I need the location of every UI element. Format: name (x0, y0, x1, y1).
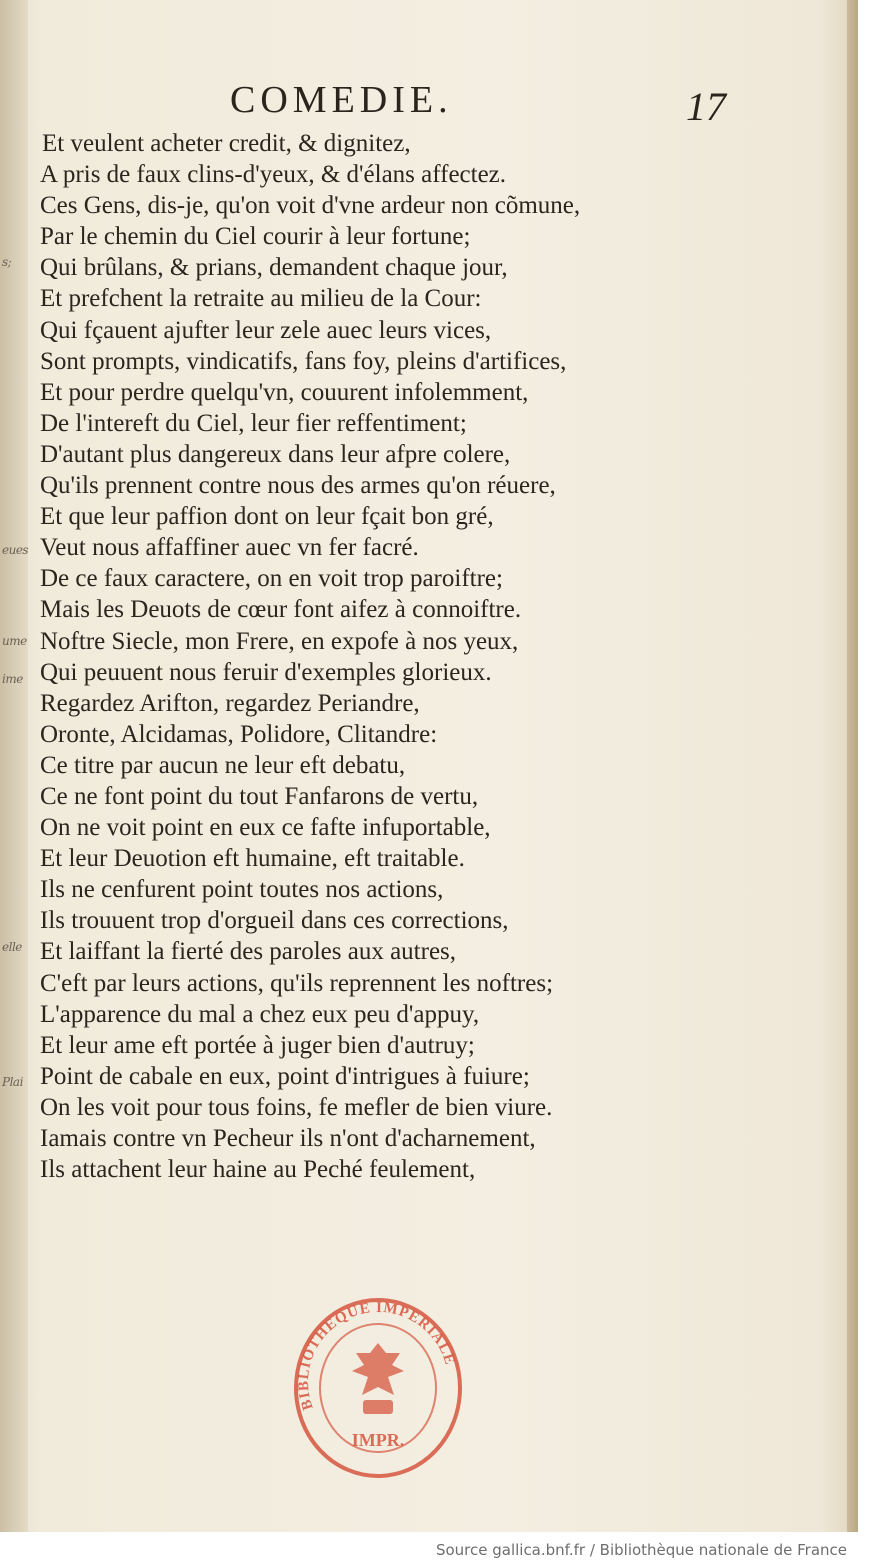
margin-fragment: ume (2, 634, 27, 648)
verse-line: Et prefchent la retraite au milieu de la Cour: (40, 285, 482, 313)
verse-line: Veut nous affaffiner auec vn fer facré. (40, 534, 419, 562)
verse-line: Iamais contre vn Pecheur ils n'ont d'acharnement, (40, 1125, 536, 1152)
verse-line: On les voit pour tous foins, fe mefler de bien viure. (40, 1093, 553, 1121)
verse-line: L'apparence du mal a chez eux peu d'appuy, (40, 1000, 480, 1028)
library-stamp (283, 1288, 473, 1478)
running-header: COMEDIE. (230, 79, 453, 121)
verse-line: Mais les Deuots de cœur font aifez à connoiftre. (40, 596, 522, 624)
verse-line: Regardez Arifton, regardez Periandre, (40, 689, 420, 717)
verse-line: Et leur Deuotion eft humaine, eft traitable. (40, 845, 465, 873)
margin-fragment: Plai (2, 1075, 23, 1089)
verse-line: Ils attachent leur haine au Peché feulement, (40, 1156, 476, 1184)
margin-fragment: elle (2, 940, 22, 954)
page-number: 17 (686, 84, 726, 129)
footer-bar (0, 1532, 869, 1566)
verse-line: De ce faux caractere, on en voit trop paroiftre; (40, 565, 503, 593)
verse-line: A pris de faux clins-d'yeux, & d'élans affectez. (40, 161, 507, 189)
stamp-text: BIBLIOTHEQUE IMPERIALE (295, 1299, 458, 1412)
margin-fragment: eues (2, 543, 29, 557)
margin-fragment: s; (2, 255, 12, 269)
margin-fragment: ime (2, 672, 23, 686)
verse-line: On ne voit point en eux ce fafte infuportable, (40, 814, 491, 842)
verse-line: Qui peuuent nous feruir d'exemples glorieux. (40, 658, 492, 686)
eagle-emblem-icon (352, 1343, 404, 1414)
verse-text (26, 128, 580, 1185)
verse-line: Noftre Siecle, mon Frere, en expofe à nos yeux, (40, 627, 519, 655)
verse-line: C'eft par leurs actions, qu'ils reprennent les noftres; (40, 969, 554, 997)
verse-line: Ils ne cenfurent point toutes nos actions, (40, 876, 444, 904)
stamp-bottom-text: IMPR. (351, 1430, 405, 1450)
binding-gutter (0, 0, 28, 1532)
verse-line: Point de cabale en eux, point d'intrigues à fuiure; (40, 1062, 530, 1090)
verse-line: Qui brûlans, & prians, demandent chaque jour, (40, 254, 508, 282)
verse-line: De l'intereft du Ciel, leur fier reffentiment; (40, 409, 467, 437)
verse-line: Et que leur paffion dont on leur fçait bon gré, (40, 503, 494, 531)
verse-line: D'autant plus dangereux dans leur afpre colere, (40, 440, 511, 468)
verse-line: Oronte, Alcidamas, Polidore, Clitandre: (40, 720, 438, 748)
verse-line: Qui fçauent ajufter leur zele auec leurs vices, (40, 316, 492, 344)
verse-line: Ces Gens, dis-je, qu'on voit d'vne ardeur non cõmune, (40, 192, 581, 220)
verse-line: Ils trouuent trop d'orgueil dans ces corrections, (40, 907, 509, 935)
verse-line: Qu'ils prennent contre nous des armes qu'on réuere, (40, 472, 556, 500)
source-credit: Source gallica.bnf.fr / Bibliothèque nationale de France (435, 1541, 847, 1559)
verse-line: Et laiffant la fierté des paroles aux autres, (40, 938, 457, 966)
verse-line: Et veulent acheter credit, & dignitez, (42, 130, 411, 157)
verse-line: Ce ne font point du tout Fanfarons de vertu, (40, 782, 479, 810)
verse-line: Par le chemin du Ciel courir à leur fortune; (40, 223, 471, 251)
page-edge (847, 0, 858, 1532)
verse-line: Et pour perdre quelqu'vn, couurent infolemment, (40, 378, 529, 406)
verse-line: Ce titre par aucun ne leur eft debatu, (40, 751, 406, 779)
verse-line: Sont prompts, vindicatifs, fans foy, pleins d'artifices, (40, 347, 567, 375)
verse-line: Et leur ame eft portée à juger bien d'autruy; (40, 1031, 475, 1059)
